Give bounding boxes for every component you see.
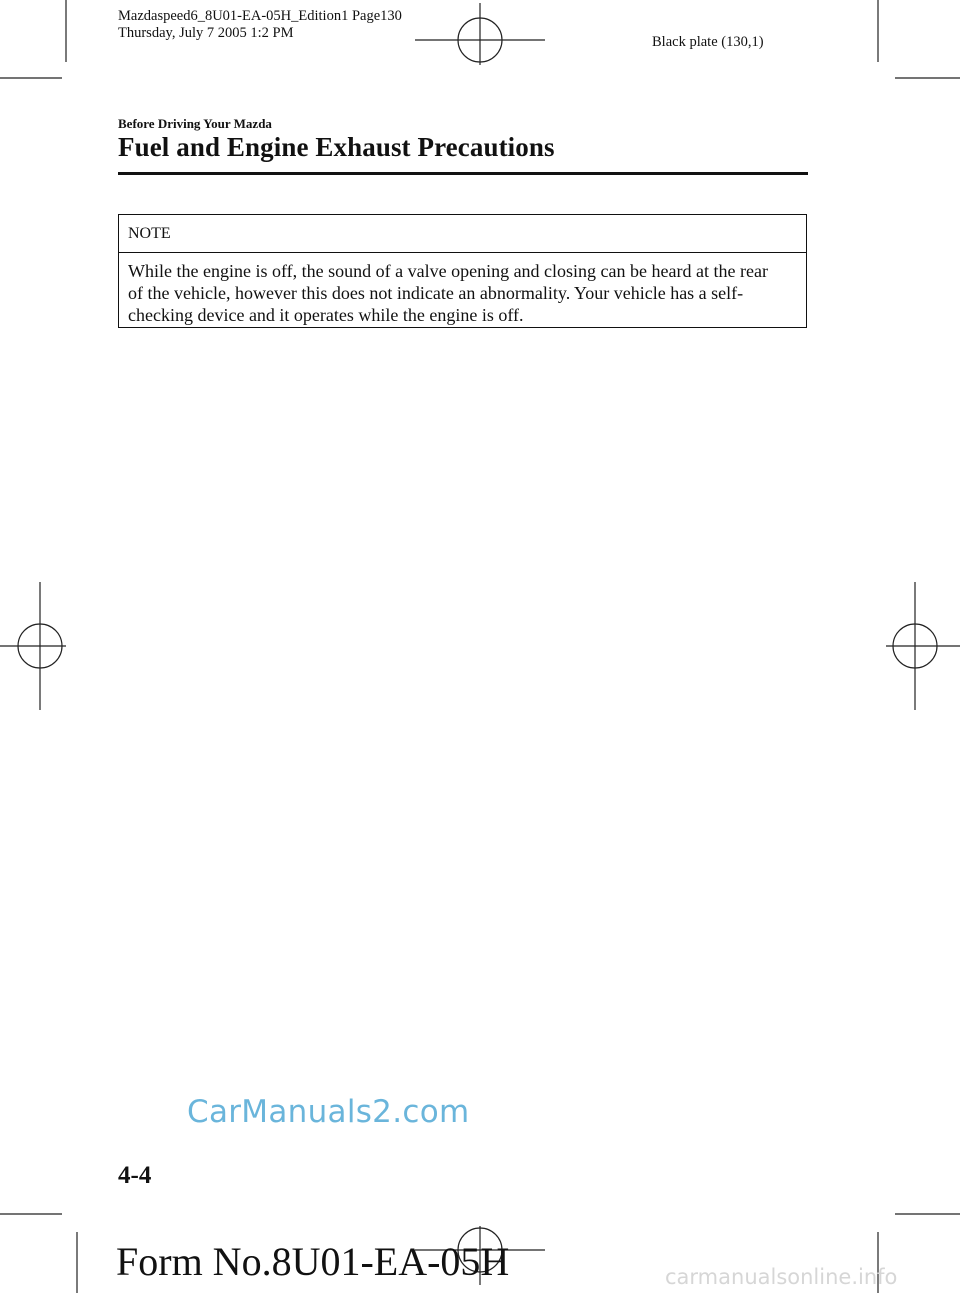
- form-number: Form No.8U01-EA-05H: [116, 1239, 510, 1284]
- registration-mark-left: [0, 582, 66, 710]
- plate-label: Black plate (130,1): [652, 34, 764, 50]
- registration-mark-top: [415, 3, 545, 65]
- print-slug: [118, 8, 402, 42]
- note-box: [118, 214, 807, 328]
- watermark: CarManuals2.com: [187, 1094, 470, 1130]
- note-line: of the vehicle, however this does not indicate an abnormality. Your vehicle has a self-: [128, 283, 744, 303]
- registration-mark-right: [886, 582, 960, 710]
- print-slug-date: Thursday, July 7 2005 1:2 PM: [118, 25, 294, 41]
- section-label: Before Driving Your Mazda: [118, 116, 272, 131]
- page-number: 4-4: [118, 1162, 152, 1189]
- footer-site: carmanualsonline.info: [665, 1265, 898, 1289]
- print-slug-file: Mazdaspeed6_8U01-EA-05H_Edition1 Page130: [118, 8, 402, 24]
- page-title: Fuel and Engine Exhaust Precautions: [118, 132, 555, 162]
- title-rule: [118, 172, 808, 175]
- note-body: [119, 253, 806, 326]
- note-line: While the engine is off, the sound of a valve opening and closing can be heard at the rear: [128, 261, 768, 281]
- note-heading: NOTE: [119, 215, 806, 253]
- note-line: checking device and it operates while the engine is off.: [128, 305, 524, 325]
